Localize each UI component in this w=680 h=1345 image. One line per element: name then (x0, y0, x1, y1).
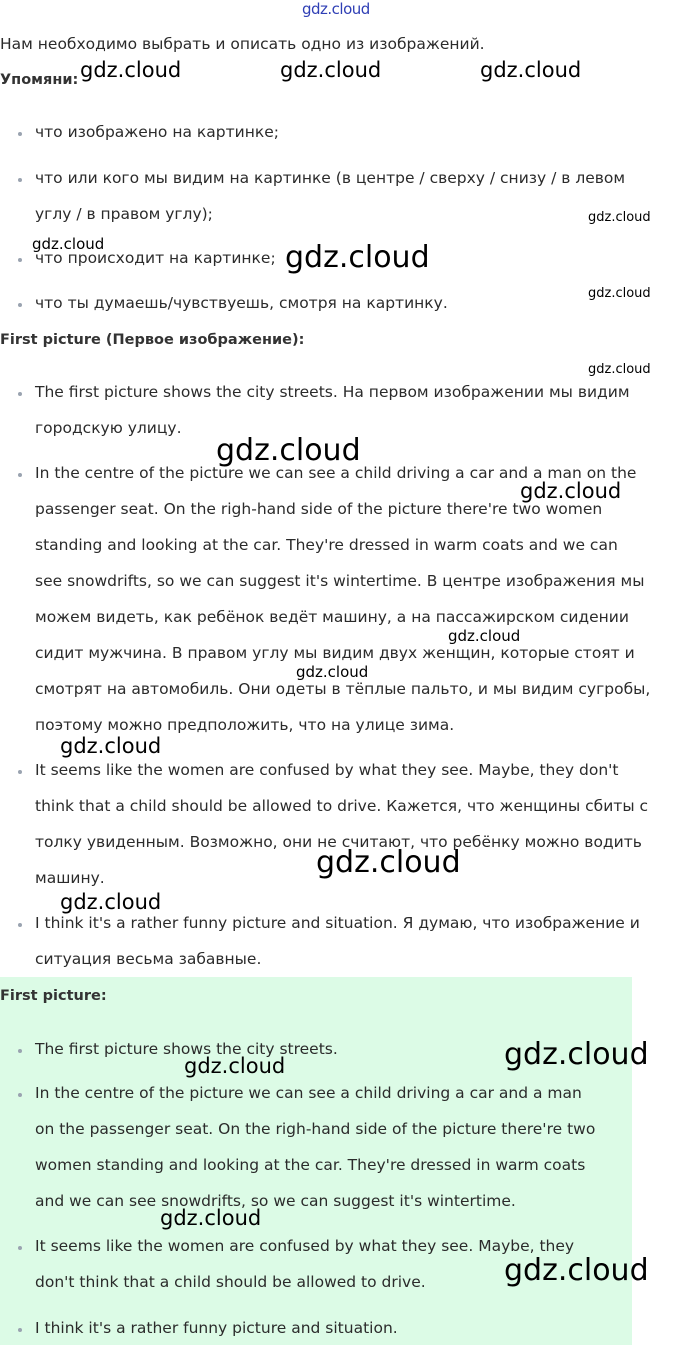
summary-item-line: The first picture shows the city streets. (35, 1040, 338, 1058)
bullet-dot (18, 258, 22, 262)
mention-item-line: что изображено на картинке; (35, 123, 279, 141)
first-picture-item-line: можем видеть, как ребёнок ведёт машину, а на пассажирском сидении (35, 608, 629, 626)
first-picture-item-line: ситуация весьма забавные. (35, 950, 262, 968)
bullet-dot (18, 132, 22, 136)
mention-item-line: что или кого мы видим на картинке (в центре / сверху / снизу / в левом (35, 169, 626, 187)
bullet-dot (18, 770, 22, 774)
bullet-dot (18, 923, 22, 927)
watermark: gdz.cloud (504, 1253, 649, 1288)
mention-item-line: углу / в правом углу); (35, 205, 213, 223)
summary-item-line: It seems like the women are confused by what they see. Maybe, they (35, 1237, 575, 1255)
bullet-dot (18, 392, 22, 396)
watermark: gdz.cloud (216, 433, 361, 468)
watermark: gdz.cloud (504, 1037, 649, 1072)
bullet-dot (18, 473, 22, 477)
first-picture-item-line: standing and looking at the car. They're dressed in warm coats and we can (35, 536, 618, 554)
watermark: gdz.cloud (160, 1206, 262, 1230)
first-picture-item-line: passenger seat. On the righ-hand side of the picture there're two women (35, 500, 603, 518)
bullet-dot (18, 1246, 22, 1250)
summary-item-line: on the passenger seat. On the righ-hand side of the picture there're two (35, 1120, 596, 1138)
first-picture-item-line: городскую улицу. (35, 419, 182, 437)
summary-item-line: I think it's a rather funny picture and situation. (35, 1319, 398, 1337)
bullet-dot (18, 1328, 22, 1332)
watermark: gdz.cloud (480, 58, 582, 82)
bullet-dot (18, 1093, 22, 1097)
bullet-dot (18, 303, 22, 307)
first-picture-heading: First picture (Первое изображение): (0, 332, 305, 348)
watermark: gdz.cloud (520, 479, 622, 503)
first-picture-item-line: толку увиденным. Возможно, они не считают, что ребёнку можно водить (35, 833, 642, 851)
watermark: gdz.cloud (296, 663, 369, 681)
first-picture-item-line: It seems like the women are confused by what they see. Maybe, they don't (35, 761, 619, 779)
summary-item-line: In the centre of the picture we can see a child driving a car and a man (35, 1084, 582, 1102)
watermark: gdz.cloud (80, 58, 182, 82)
summary-item-line: and we can see snowdrifts, so we can suggest it's wintertime. (35, 1192, 516, 1210)
summary-item-line: women standing and looking at the car. They're dressed in warm coats (35, 1156, 586, 1174)
watermark: gdz.cloud (588, 210, 651, 225)
watermark: gdz.cloud (588, 362, 651, 377)
first-picture-item-line: think that a child should be allowed to drive. Кажется, что женщины сбиты с (35, 797, 649, 815)
first-picture-item-line: The first picture shows the city streets. На первом изображении мы видим (35, 383, 630, 401)
mention-item-line: что ты думаешь/чувствуешь, смотря на картинку. (35, 294, 448, 312)
watermark: gdz.cloud (316, 845, 461, 880)
first-picture-item-line: машину. (35, 869, 105, 887)
site-logo[interactable]: gdz.cloud (302, 0, 370, 18)
summary-item-line: don't think that a child should be allowed to drive. (35, 1273, 426, 1291)
intro-text: Нам необходимо выбрать и описать одно из изображений. (0, 35, 485, 53)
watermark: gdz.cloud (60, 734, 162, 758)
first-picture-item-line: In the centre of the picture we can see a child driving a car and a man on the (35, 464, 637, 482)
first-picture-item-line: смотрят на автомобиль. Они одеты в тёплые пальто, и мы видим сугробы, (35, 680, 651, 698)
watermark: gdz.cloud (280, 58, 382, 82)
bullet-dot (18, 1049, 22, 1053)
summary-heading: First picture: (0, 988, 107, 1004)
watermark: gdz.cloud (588, 286, 651, 301)
first-picture-item-line: сидит мужчина. В правом углу мы видим двух женщин, которые стоят и (35, 644, 635, 662)
bullet-dot (18, 178, 22, 182)
watermark: gdz.cloud (448, 627, 521, 645)
mention-item-line: что происходит на картинке; (35, 249, 276, 267)
first-picture-item-line: I think it's a rather funny picture and situation. Я думаю, что изображение и (35, 914, 640, 932)
watermark: gdz.cloud (285, 240, 430, 275)
first-picture-item-line: see snowdrifts, so we can suggest it's wintertime. В центре изображения мы (35, 572, 645, 590)
watermark: gdz.cloud (60, 890, 162, 914)
watermark: gdz.cloud (184, 1054, 286, 1078)
first-picture-item-line: поэтому можно предположить, что на улице зима. (35, 716, 455, 734)
watermark: gdz.cloud (32, 235, 105, 253)
mention-label: Упомяни: (0, 72, 79, 88)
